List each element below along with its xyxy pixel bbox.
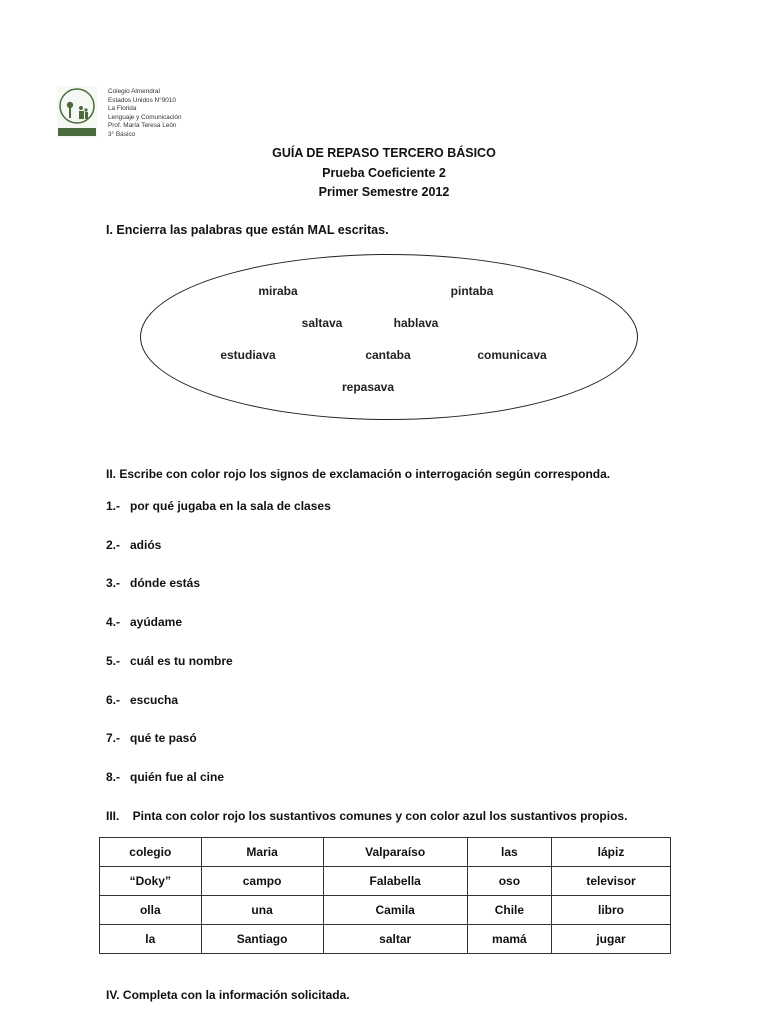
school-info (108, 88, 182, 140)
section1-heading: I. Encierra las palabras que están MAL escritas. (106, 223, 389, 237)
oval-word: miraba (258, 284, 298, 298)
table-cell: olla (100, 896, 202, 925)
item-text: quién fue al cine (130, 770, 225, 784)
school-commune: La Florida (108, 105, 137, 113)
item-text: escucha (130, 693, 179, 707)
table-cell: Camila (323, 896, 467, 925)
item-number: 4.- (106, 615, 121, 629)
oval-word: comunicava (477, 348, 547, 362)
oval-word: pintaba (450, 284, 494, 298)
item-text: adiós (130, 538, 162, 552)
table-cell: Valparaíso (323, 838, 467, 867)
document-header (0, 144, 768, 203)
school-teacher: Prof. María Teresa León (108, 122, 177, 130)
table-cell: campo (201, 867, 323, 896)
section4-heading: IV. Completa con la información solicitada. (106, 988, 350, 1002)
list-item (106, 538, 161, 552)
school-subject: Lenguaje y Comunicación (108, 113, 182, 121)
oval-word: hablava (393, 316, 439, 330)
list-item (106, 693, 178, 707)
list-item (106, 499, 331, 513)
list-item (106, 654, 233, 668)
list-item (106, 576, 200, 590)
table-cell: saltar (323, 925, 467, 954)
item-number: 2.- (106, 538, 121, 552)
nouns-table (99, 837, 671, 954)
school-name: Colegio Almendral (108, 88, 160, 95)
table-cell: “Doky” (100, 867, 202, 896)
item-number: 6.- (106, 693, 121, 707)
section3-heading: III. Pinta con color rojo los sustantivos comunes y con color azul los sustantivos propios. (106, 809, 628, 823)
table-cell: una (201, 896, 323, 925)
oval-word: estudiava (220, 348, 276, 362)
table-row (100, 896, 671, 925)
table-cell: jugar (552, 925, 671, 954)
table-cell: lápiz (552, 838, 671, 867)
item-number: 5.- (106, 654, 121, 668)
school-grade: 3° Básico (108, 130, 136, 138)
table-row (100, 925, 671, 954)
table-cell: oso (467, 867, 551, 896)
table-row (100, 867, 671, 896)
document-subtitle: Prueba Coeficiente 2 (322, 165, 446, 180)
table-cell: la (100, 925, 202, 954)
table-cell: mamá (467, 925, 551, 954)
table-cell: Falabella (323, 867, 467, 896)
item-number: 8.- (106, 770, 121, 784)
list-item (106, 731, 197, 745)
item-text: dónde estás (130, 576, 201, 590)
school-logo (57, 86, 97, 138)
school-address: Estados Unidos N°9010 (108, 96, 176, 104)
item-number: 7.- (106, 731, 121, 745)
oval-word: cantaba (365, 348, 411, 362)
item-text: cuál es tu nombre (130, 654, 233, 668)
item-text: por qué jugaba en la sala de clases (130, 499, 331, 513)
table-cell: Maria (201, 838, 323, 867)
table-row (100, 838, 671, 867)
table-cell: televisor (552, 867, 671, 896)
section2-heading: II. Escribe con color rojo los signos de exclamación o interrogación según corresponda. (106, 467, 611, 481)
oval-word: saltava (301, 316, 343, 330)
item-text: ayúdame (130, 615, 183, 629)
table-cell: las (467, 838, 551, 867)
word-oval (140, 254, 638, 420)
item-text: qué te pasó (130, 731, 197, 745)
table-cell: libro (552, 896, 671, 925)
item-number: 3.- (106, 576, 121, 590)
list-item (106, 770, 224, 784)
document-semester: Primer Semestre 2012 (318, 185, 450, 199)
document-title: GUÍA DE REPASO TERCERO BÁSICO (272, 146, 496, 160)
oval-word: repasava (341, 380, 395, 394)
table-cell: Chile (467, 896, 551, 925)
table-cell: Santiago (201, 925, 323, 954)
list-item (106, 615, 182, 629)
table-cell: colegio (100, 838, 202, 867)
item-number: 1.- (106, 499, 121, 513)
